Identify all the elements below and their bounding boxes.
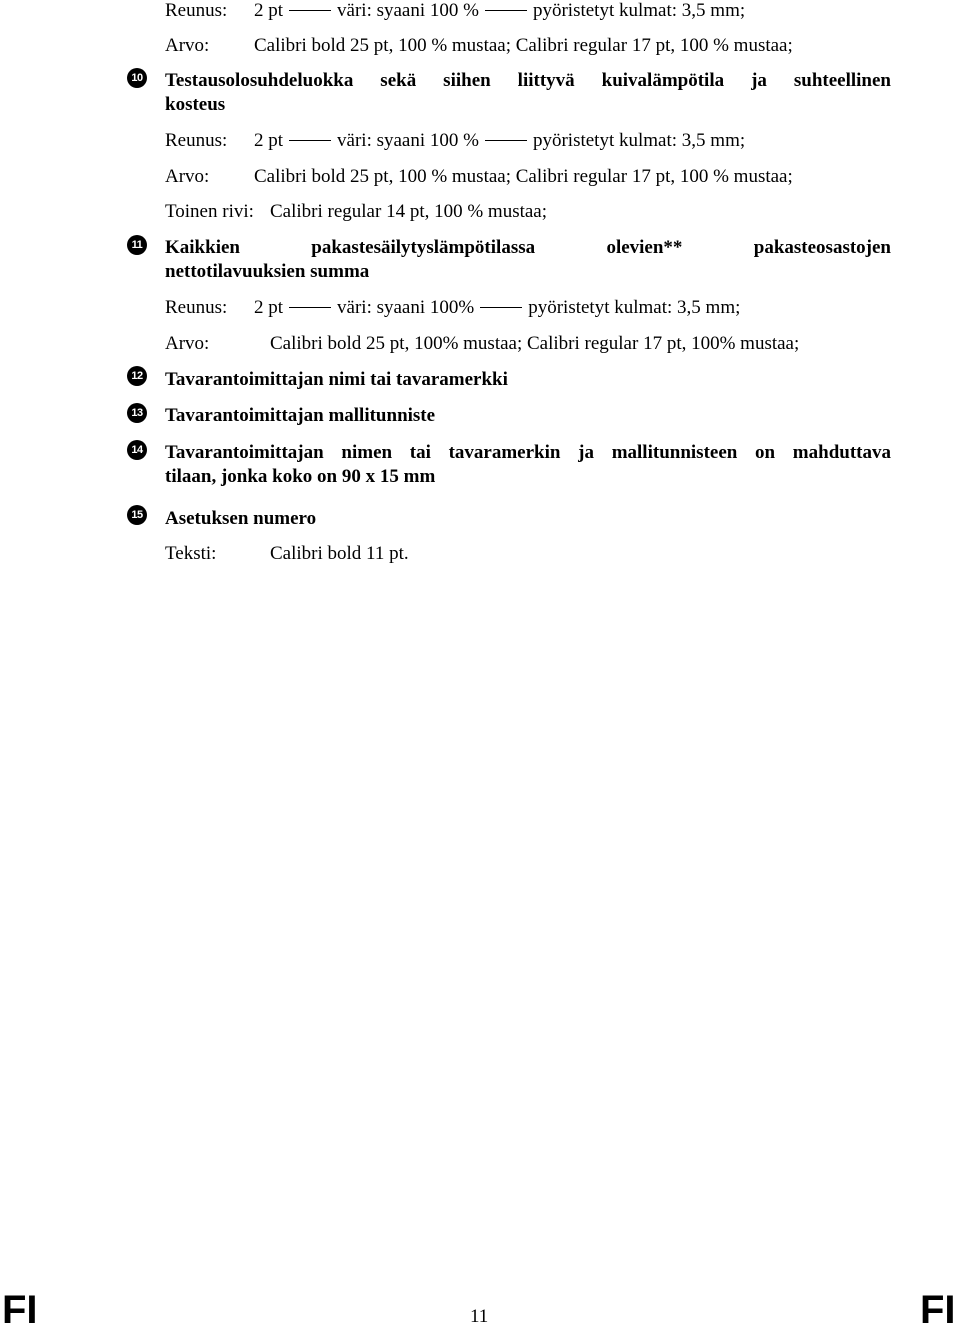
dash-line	[289, 307, 331, 308]
item-number-badge: 13	[127, 403, 147, 423]
item-heading: Kaikkien pakastesäilytyslämpötilassa olevien** pakasteosastojen	[165, 237, 891, 258]
reunus-value	[254, 0, 745, 22]
teksti-label: Teksti:	[165, 543, 217, 564]
footer-language-code-left: FI	[2, 1288, 38, 1332]
item-heading-continued: kosteus	[165, 94, 226, 115]
item-number-badge: 12	[127, 366, 147, 386]
border-color: väri: syaani 100 %	[337, 130, 479, 151]
dash-line	[485, 140, 527, 141]
border-size: 2 pt	[254, 297, 284, 318]
reunus-label: Reunus:	[165, 297, 228, 318]
item-heading: Tavarantoimittajan mallitunniste	[165, 405, 436, 426]
border-color: väri: syaani 100 %	[337, 0, 479, 21]
dash-line	[485, 10, 527, 11]
toinen-rivi-label: Toinen rivi:	[165, 201, 254, 222]
footer-language-code-right: FI	[920, 1288, 956, 1332]
reunus-value	[254, 130, 745, 152]
arvo-value: Calibri bold 25 pt, 100 % mustaa; Calibri regular 17 pt, 100 % mustaa;	[254, 35, 793, 56]
arvo-label: Arvo:	[165, 333, 210, 354]
dash-line	[480, 307, 522, 308]
teksti-value: Calibri bold 11 pt.	[270, 543, 409, 564]
item-heading: Testausolosuhdeluokka sekä siihen liittyvä kuivalämpötila ja suhteellinen	[165, 70, 891, 91]
reunus-value	[254, 297, 740, 319]
border-color: väri: syaani 100%	[337, 297, 475, 318]
dash-line	[289, 140, 331, 141]
item-number-badge: 10	[127, 68, 147, 88]
border-size: 2 pt	[254, 0, 284, 21]
arvo-label: Arvo:	[165, 166, 210, 187]
toinen-rivi-value: Calibri regular 14 pt, 100 % mustaa;	[270, 201, 548, 222]
border-size: 2 pt	[254, 130, 284, 151]
arvo-label: Arvo:	[165, 35, 210, 56]
border-corners: pyöristetyt kulmat: 3,5 mm;	[532, 130, 746, 151]
arvo-value: Calibri bold 25 pt, 100 % mustaa; Calibri regular 17 pt, 100 % mustaa;	[254, 166, 793, 187]
item-number-badge: 11	[127, 235, 147, 255]
item-heading-continued: tilaan, jonka koko on 90 x 15 mm	[165, 466, 436, 487]
reunus-label: Reunus:	[165, 0, 228, 21]
item-heading-continued: nettotilavuuksien summa	[165, 261, 370, 282]
item-heading: Tavarantoimittajan nimi tai tavaramerkki	[165, 369, 508, 390]
item-number-badge: 14	[127, 440, 147, 460]
dash-line	[289, 10, 331, 11]
item-number-badge: 15	[127, 505, 147, 525]
border-corners: pyöristetyt kulmat: 3,5 mm;	[528, 297, 741, 318]
border-corners: pyöristetyt kulmat: 3,5 mm;	[532, 0, 746, 21]
item-heading: Tavarantoimittajan nimen tai tavaramerkin ja mallitunnisteen on mahduttava	[165, 442, 891, 463]
arvo-value: Calibri bold 25 pt, 100% mustaa; Calibri regular 17 pt, 100% mustaa;	[270, 333, 800, 354]
item-heading: Asetuksen numero	[165, 508, 317, 529]
page-number: 11	[470, 1306, 489, 1327]
reunus-label: Reunus:	[165, 130, 228, 151]
